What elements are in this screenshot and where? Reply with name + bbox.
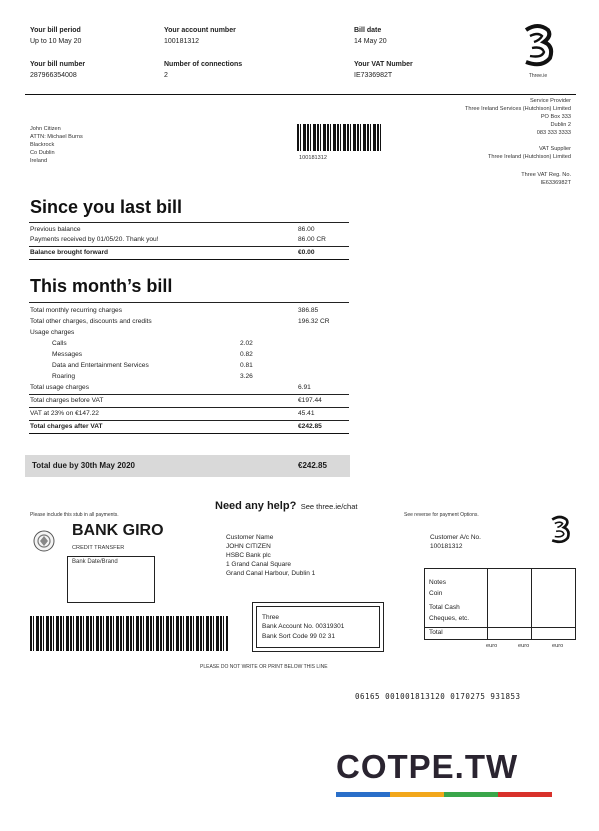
three-bank-line: Three: [262, 614, 279, 621]
address-line: Co Dublin: [30, 150, 55, 156]
bank-giro-title: BANK GIRO: [72, 522, 164, 539]
vat-number-label: Your VAT Number: [354, 61, 413, 68]
no-write-note: PLEASE DO NOT WRITE OR PRINT BELOW THIS LINE: [200, 664, 328, 670]
watermark-text: COTPE.TW: [336, 748, 519, 785]
total-due-label: Total due by 30th May 2020: [32, 461, 135, 470]
vat-label: VAT at 23% on €147.22: [30, 410, 99, 417]
vat-value: 45.41: [298, 410, 315, 417]
pay-row-cheques: Cheques, etc.: [429, 615, 470, 622]
provider-line: Service Provider: [529, 98, 571, 104]
vat-number-value: IE7336982T: [354, 72, 393, 79]
three-logo: [518, 22, 558, 80]
stripe-segment: [390, 792, 444, 797]
other-charges-label: Total other charges, discounts and credits: [30, 318, 152, 325]
row-divider: [29, 394, 349, 395]
address-line: Ireland: [30, 158, 48, 164]
bill-period-label: Your bill period: [30, 27, 81, 34]
help-link[interactable]: See three.ie/chat: [300, 502, 358, 511]
include-stub-note: Please include this stub in all payments.: [30, 512, 119, 518]
usage-item-value: 0.82: [240, 351, 253, 358]
euro-label: euro: [518, 643, 530, 649]
customer-line: JOHN CITIZEN: [226, 543, 271, 550]
pay-row-coin: Coin: [429, 590, 443, 597]
payments-received-label: Payments received by 01/05/20. Thank you!: [30, 236, 159, 243]
pay-row-total-cash: Total Cash: [429, 604, 460, 611]
vat-reg-line: IE6336982T: [540, 180, 571, 186]
reverse-note: See reverse for payment Options.: [404, 512, 479, 518]
bill-number-value: 287966354008: [30, 72, 77, 79]
total-due-bar: [25, 455, 350, 477]
usage-item-label: Calls: [52, 340, 67, 347]
customer-line: HSBC Bank plc: [226, 552, 271, 559]
customer-address: [30, 125, 83, 165]
grid-divider: [425, 627, 575, 628]
bank-giro-emblem: [33, 530, 55, 552]
customer-ac-block: [430, 533, 481, 551]
after-vat-value: €242.85: [298, 423, 322, 430]
payment-grid: [424, 568, 576, 640]
vat-supplier-line: VAT Supplier: [538, 146, 571, 152]
vat-supplier-line: Three Ireland (Hutchison) Limited: [487, 154, 571, 160]
connections-label: Number of connections: [164, 61, 243, 68]
stub-barcode: [30, 616, 228, 651]
stripe-segment: [336, 792, 390, 797]
customer-line: Grand Canal Harbour, Dublin 1: [226, 570, 316, 577]
since-last-bill-title: Since you last bill: [30, 197, 183, 217]
bank-emblem-icon: [33, 530, 55, 552]
usage-item-label: Data and Entertainment Services: [52, 362, 149, 369]
before-vat-label: Total charges before VAT: [30, 397, 104, 404]
bill-number-label: Your bill number: [30, 61, 86, 68]
usage-total-label: Total usage charges: [30, 384, 90, 391]
grid-divider: [531, 569, 532, 639]
watermark-stripe: [336, 792, 552, 797]
customer-line: 1 Grand Canal Square: [226, 561, 292, 568]
grid-divider: [487, 569, 488, 639]
stripe-segment: [498, 792, 552, 797]
three-logo-small-icon: [547, 514, 573, 546]
other-charges-value: 196.32 CR: [298, 318, 330, 325]
usage-item-value: 0.81: [240, 362, 253, 369]
customer-ac-label: Customer A/c No.: [430, 534, 481, 541]
row-divider: [29, 259, 349, 260]
payments-received-value: 86.00 CR: [298, 236, 326, 243]
before-vat-value: €197.44: [298, 397, 322, 404]
balance-forward-value: €0.00: [298, 249, 315, 256]
section-divider: [29, 222, 349, 223]
provider-line: PO Box 333: [540, 114, 571, 120]
three-bank-box: [252, 602, 384, 652]
row-divider: [29, 407, 349, 408]
three-logo-small: [547, 514, 573, 550]
bank-date-box[interactable]: [67, 556, 155, 603]
service-provider-block: [465, 97, 571, 187]
customer-ac-value: 100181312: [430, 543, 463, 550]
account-number-label: Your account number: [164, 27, 236, 34]
bank-date-label: Bank Date/Brand: [72, 559, 118, 565]
bill-date-label: Bill date: [354, 27, 382, 34]
header-divider: [25, 94, 576, 95]
previous-balance-label: Previous balance: [30, 226, 81, 233]
address-line: John Citizen: [30, 126, 61, 132]
address-barcode: [297, 124, 381, 151]
three-bank-inner: [256, 606, 380, 648]
previous-balance-value: 86.00: [298, 226, 315, 233]
stripe-segment: [444, 792, 498, 797]
address-line: Blackrock: [30, 142, 55, 148]
vat-reg-line: Three VAT Reg. No.: [521, 172, 571, 178]
row-divider: [29, 420, 349, 421]
usage-charges-label: Usage charges: [30, 329, 75, 336]
this-month-title: This month’s bill: [30, 276, 173, 296]
bank-giro-subtitle: CREDIT TRANSFER: [72, 545, 125, 551]
balance-forward-label: Balance brought forward: [30, 249, 109, 256]
customer-details: [226, 533, 315, 578]
row-divider: [29, 433, 349, 434]
provider-line: 083 333 3333: [536, 130, 571, 136]
usage-item-value: 2.02: [240, 340, 253, 347]
usage-item-label: Messages: [52, 351, 83, 358]
three-logo-icon: [518, 22, 558, 70]
provider-line: Dublin 2: [550, 122, 571, 128]
total-due-value: €242.85: [298, 461, 327, 470]
usage-item-value: 3.26: [240, 373, 253, 380]
account-number-value: 100181312: [164, 38, 200, 45]
connections-value: 2: [164, 72, 168, 79]
usage-total-value: 6.91: [298, 384, 311, 391]
pay-row-notes: Notes: [429, 579, 446, 586]
recurring-charges-value: 386.85: [298, 307, 319, 314]
bill-date-value: 14 May 20: [354, 38, 387, 45]
row-divider: [29, 246, 349, 247]
customer-name-label: Customer Name: [226, 534, 274, 541]
ocr-line: 06165 001001813120 0170275 931853: [355, 692, 521, 701]
usage-item-label: Roaring: [52, 373, 76, 380]
pay-row-total: Total: [429, 629, 443, 636]
help-line: [215, 496, 357, 514]
after-vat-label: Total charges after VAT: [30, 423, 103, 430]
euro-label: euro: [486, 643, 498, 649]
recurring-charges-label: Total monthly recurring charges: [30, 307, 122, 314]
three-bank-line: Bank Account No. 00319301: [262, 623, 345, 630]
bill-period-value: Up to 10 May 20: [30, 38, 82, 45]
help-title: Need any help?: [215, 500, 297, 512]
provider-line: Three Ireland Services (Hutchison) Limited: [464, 106, 571, 112]
three-bank-line: Bank Sort Code 99 02 31: [262, 633, 335, 640]
logo-caption: Three.ie: [528, 73, 548, 79]
address-line: ATTN: Michael Burns: [30, 134, 83, 140]
address-barcode-number: 100181312: [299, 155, 327, 161]
section-divider: [29, 302, 349, 303]
euro-label: euro: [552, 643, 564, 649]
